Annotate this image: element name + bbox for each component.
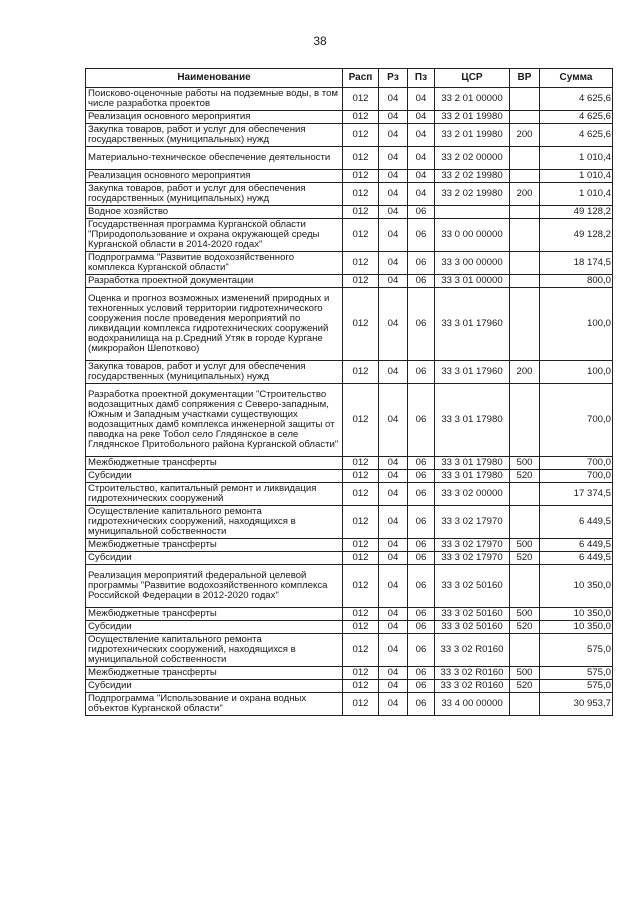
cell-vr: 500 [510, 667, 540, 680]
cell-rz: 04 [379, 539, 408, 552]
cell-name: Поисково-оценочные работы на подземные воды, в том числе разработка проектов [86, 88, 343, 111]
cell-name: Межбюджетные трансферты [86, 457, 343, 470]
cell-sum: 700,0 [540, 457, 613, 470]
header-rz: Рз [379, 69, 408, 88]
table-row [86, 170, 613, 183]
cell-sum: 575,0 [540, 667, 613, 680]
cell-csr: 33 3 02 50160 [435, 608, 510, 621]
header-vr: ВР [510, 69, 540, 88]
cell-vr [510, 483, 540, 506]
table-row [86, 361, 613, 384]
cell-rasp: 012 [343, 621, 379, 634]
cell-rz: 04 [379, 361, 408, 384]
cell-vr: 520 [510, 552, 540, 565]
cell-pz: 06 [408, 608, 435, 621]
budget-table [85, 68, 613, 716]
cell-name: Государственная программа Курганской области "Природопользование и охрана окружающей среды Курганской области в 2014-2020 годах" [86, 219, 343, 252]
cell-rz: 04 [379, 565, 408, 608]
cell-name: Закупка товаров, работ и услуг для обеспечения государственных (муниципальных) нужд [86, 183, 343, 206]
cell-pz: 06 [408, 206, 435, 219]
cell-vr: 200 [510, 124, 540, 147]
cell-rz: 04 [379, 170, 408, 183]
table-row [86, 183, 613, 206]
cell-pz: 04 [408, 147, 435, 170]
cell-csr: 33 2 02 19980 [435, 183, 510, 206]
cell-vr [510, 219, 540, 252]
cell-pz: 06 [408, 621, 435, 634]
cell-pz: 06 [408, 384, 435, 457]
cell-rasp: 012 [343, 361, 379, 384]
cell-rz: 04 [379, 457, 408, 470]
cell-pz: 04 [408, 183, 435, 206]
cell-rz: 04 [379, 621, 408, 634]
cell-name: Разработка проектной документации "Строительство водозащитных дамб сопряжения с Северо-западным, Южным и Западным участками существующих водозащитных дамб комплекса инженерной защиты от паводка на реке Тобол село Глядянское в селе Глядянское Притобольного района Курганской области" [86, 384, 343, 457]
cell-vr: 520 [510, 621, 540, 634]
cell-csr: 33 3 01 17960 [435, 288, 510, 361]
cell-pz: 06 [408, 219, 435, 252]
cell-sum: 10 350,0 [540, 565, 613, 608]
cell-name: Закупка товаров, работ и услуг для обеспечения государственных (муниципальных) нужд [86, 124, 343, 147]
cell-sum: 100,0 [540, 288, 613, 361]
cell-rz: 04 [379, 124, 408, 147]
cell-sum: 6 449,5 [540, 552, 613, 565]
cell-pz: 06 [408, 457, 435, 470]
cell-vr [510, 88, 540, 111]
cell-pz: 06 [408, 667, 435, 680]
cell-pz: 06 [408, 361, 435, 384]
cell-vr: 200 [510, 361, 540, 384]
cell-pz: 06 [408, 634, 435, 667]
cell-rz: 04 [379, 219, 408, 252]
cell-csr: 33 3 01 17980 [435, 457, 510, 470]
cell-rasp: 012 [343, 206, 379, 219]
table-row [86, 565, 613, 608]
cell-rasp: 012 [343, 680, 379, 693]
cell-csr: 33 3 02 R0160 [435, 667, 510, 680]
cell-csr: 33 2 01 00000 [435, 88, 510, 111]
table-row [86, 634, 613, 667]
cell-sum: 49 128,2 [540, 206, 613, 219]
cell-sum: 1 010,4 [540, 147, 613, 170]
cell-rasp: 012 [343, 608, 379, 621]
cell-name: Материально-техническое обеспечение деятельности [86, 147, 343, 170]
cell-pz: 04 [408, 111, 435, 124]
cell-sum: 6 449,5 [540, 539, 613, 552]
cell-rz: 04 [379, 183, 408, 206]
cell-name: Реализация основного мероприятия [86, 170, 343, 183]
cell-name: Субсидии [86, 470, 343, 483]
cell-sum: 4 625,6 [540, 111, 613, 124]
cell-rasp: 012 [343, 634, 379, 667]
cell-sum: 6 449,5 [540, 506, 613, 539]
cell-rz: 04 [379, 506, 408, 539]
table-row [86, 470, 613, 483]
cell-vr: 500 [510, 539, 540, 552]
table-row [86, 483, 613, 506]
cell-csr: 33 2 02 19980 [435, 170, 510, 183]
cell-csr: 33 2 02 00000 [435, 147, 510, 170]
cell-rz: 04 [379, 111, 408, 124]
cell-sum: 10 350,0 [540, 608, 613, 621]
cell-name: Водное хозяйство [86, 206, 343, 219]
cell-rz: 04 [379, 252, 408, 275]
cell-sum: 800,0 [540, 275, 613, 288]
cell-rasp: 012 [343, 693, 379, 716]
cell-rasp: 012 [343, 275, 379, 288]
cell-vr: 200 [510, 183, 540, 206]
cell-vr [510, 275, 540, 288]
table-row [86, 206, 613, 219]
cell-rasp: 012 [343, 252, 379, 275]
cell-name: Закупка товаров, работ и услуг для обеспечения государственных (муниципальных) нужд [86, 361, 343, 384]
header-row [86, 69, 613, 88]
table-row [86, 111, 613, 124]
page-number: 38 [313, 34, 327, 48]
cell-rasp: 012 [343, 288, 379, 361]
cell-csr: 33 4 00 00000 [435, 693, 510, 716]
cell-pz: 06 [408, 680, 435, 693]
cell-sum: 575,0 [540, 634, 613, 667]
cell-rasp: 012 [343, 170, 379, 183]
cell-rasp: 012 [343, 470, 379, 483]
cell-pz: 06 [408, 483, 435, 506]
cell-name: Межбюджетные трансферты [86, 539, 343, 552]
cell-vr [510, 693, 540, 716]
table-row [86, 88, 613, 111]
cell-rasp: 012 [343, 111, 379, 124]
cell-csr: 33 0 00 00000 [435, 219, 510, 252]
cell-rz: 04 [379, 667, 408, 680]
cell-name: Межбюджетные трансферты [86, 667, 343, 680]
table-row [86, 506, 613, 539]
cell-rasp: 012 [343, 147, 379, 170]
cell-pz: 06 [408, 275, 435, 288]
cell-name: Реализация мероприятий федеральной целевой программы "Развитие водохозяйственного комплекса Российской Федерации в 2012-2020 годах" [86, 565, 343, 608]
cell-sum: 30 953,7 [540, 693, 613, 716]
cell-vr [510, 206, 540, 219]
cell-rasp: 012 [343, 183, 379, 206]
table-row [86, 457, 613, 470]
table-row [86, 608, 613, 621]
table-row [86, 288, 613, 361]
cell-pz: 06 [408, 693, 435, 716]
cell-rz: 04 [379, 470, 408, 483]
cell-pz: 06 [408, 552, 435, 565]
cell-sum: 100,0 [540, 361, 613, 384]
table-row [86, 219, 613, 252]
table-row [86, 252, 613, 275]
cell-csr: 33 3 01 17960 [435, 361, 510, 384]
cell-name: Осуществление капитального ремонта гидротехнических сооружений, находящихся в муниципальной собственности [86, 634, 343, 667]
cell-vr [510, 384, 540, 457]
table-row [86, 275, 613, 288]
cell-sum: 1 010,4 [540, 170, 613, 183]
cell-rasp: 012 [343, 124, 379, 147]
cell-pz: 04 [408, 88, 435, 111]
cell-name: Оценка и прогноз возможных изменений природных и техногенных условий территории гидротехнического сооружения после проведения мероприятий по ликвидации комплекса гидротехнических сооружений водохранилища на р.Средний Утяк в городе Кургане (микрорайон Шепотково) [86, 288, 343, 361]
cell-vr [510, 565, 540, 608]
cell-rasp: 012 [343, 88, 379, 111]
cell-csr: 33 3 02 00000 [435, 483, 510, 506]
header-sum: Сумма [540, 69, 613, 88]
header-pz: Пз [408, 69, 435, 88]
cell-csr: 33 3 02 R0160 [435, 634, 510, 667]
cell-rasp: 012 [343, 539, 379, 552]
cell-csr: 33 3 02 R0160 [435, 680, 510, 693]
cell-sum: 575,0 [540, 680, 613, 693]
header-csr: ЦСР [435, 69, 510, 88]
table-row [86, 621, 613, 634]
cell-csr: 33 3 01 00000 [435, 275, 510, 288]
cell-vr [510, 111, 540, 124]
cell-csr: 33 3 02 50160 [435, 565, 510, 608]
cell-csr [435, 206, 510, 219]
cell-vr [510, 147, 540, 170]
cell-csr: 33 3 02 17970 [435, 506, 510, 539]
cell-csr: 33 3 00 00000 [435, 252, 510, 275]
cell-rasp: 012 [343, 219, 379, 252]
cell-sum: 700,0 [540, 384, 613, 457]
cell-name: Межбюджетные трансферты [86, 608, 343, 621]
cell-vr: 500 [510, 457, 540, 470]
table-row [86, 124, 613, 147]
cell-sum: 18 174,5 [540, 252, 613, 275]
cell-rz: 04 [379, 384, 408, 457]
cell-rasp: 012 [343, 457, 379, 470]
cell-rasp: 012 [343, 552, 379, 565]
cell-pz: 06 [408, 288, 435, 361]
table-body [86, 88, 613, 716]
cell-csr: 33 2 01 19980 [435, 124, 510, 147]
cell-sum: 17 374,5 [540, 483, 613, 506]
cell-pz: 06 [408, 470, 435, 483]
cell-rasp: 012 [343, 483, 379, 506]
cell-pz: 06 [408, 506, 435, 539]
cell-csr: 33 3 02 17970 [435, 539, 510, 552]
cell-vr [510, 170, 540, 183]
cell-rz: 04 [379, 206, 408, 219]
cell-sum: 10 350,0 [540, 621, 613, 634]
cell-sum: 4 625,6 [540, 124, 613, 147]
header-rasp: Расп [343, 69, 379, 88]
table-row [86, 539, 613, 552]
table-row [86, 384, 613, 457]
cell-csr: 33 3 01 17980 [435, 470, 510, 483]
cell-vr [510, 506, 540, 539]
cell-rz: 04 [379, 275, 408, 288]
cell-csr: 33 3 01 17980 [435, 384, 510, 457]
cell-name: Осуществление капитального ремонта гидротехнических сооружений, находящихся в муниципальной собственности [86, 506, 343, 539]
cell-vr [510, 634, 540, 667]
cell-rz: 04 [379, 634, 408, 667]
cell-csr: 33 3 02 17970 [435, 552, 510, 565]
cell-vr [510, 252, 540, 275]
cell-csr: 33 2 01 19980 [435, 111, 510, 124]
cell-sum: 1 010,4 [540, 183, 613, 206]
table-row [86, 680, 613, 693]
cell-rasp: 012 [343, 565, 379, 608]
cell-rz: 04 [379, 552, 408, 565]
cell-rasp: 012 [343, 506, 379, 539]
cell-pz: 04 [408, 124, 435, 147]
cell-vr [510, 288, 540, 361]
cell-rz: 04 [379, 147, 408, 170]
cell-rasp: 012 [343, 667, 379, 680]
cell-pz: 06 [408, 565, 435, 608]
cell-pz: 06 [408, 252, 435, 275]
cell-vr: 500 [510, 608, 540, 621]
cell-name: Субсидии [86, 680, 343, 693]
cell-name: Строительство, капитальный ремонт и ликвидация гидротехнических сооружений [86, 483, 343, 506]
cell-vr: 520 [510, 470, 540, 483]
cell-name: Реализация основного мероприятия [86, 111, 343, 124]
table-row [86, 552, 613, 565]
table-row [86, 147, 613, 170]
cell-rz: 04 [379, 693, 408, 716]
cell-name: Субсидии [86, 552, 343, 565]
cell-pz: 06 [408, 539, 435, 552]
cell-csr: 33 3 02 50160 [435, 621, 510, 634]
cell-rz: 04 [379, 288, 408, 361]
cell-vr: 520 [510, 680, 540, 693]
cell-sum: 4 625,6 [540, 88, 613, 111]
cell-rz: 04 [379, 608, 408, 621]
cell-sum: 49 128,2 [540, 219, 613, 252]
cell-rz: 04 [379, 88, 408, 111]
cell-rasp: 012 [343, 384, 379, 457]
table-row [86, 693, 613, 716]
cell-name: Субсидии [86, 621, 343, 634]
table-row [86, 667, 613, 680]
cell-rz: 04 [379, 680, 408, 693]
cell-sum: 700,0 [540, 470, 613, 483]
header-name: Наименование [86, 69, 343, 88]
cell-rz: 04 [379, 483, 408, 506]
cell-name: Подпрограмма "Использование и охрана водных объектов Курганской области" [86, 693, 343, 716]
cell-name: Подпрограмма "Развитие водохозяйственного комплекса Курганской области" [86, 252, 343, 275]
cell-pz: 04 [408, 170, 435, 183]
cell-name: Разработка проектной документации [86, 275, 343, 288]
